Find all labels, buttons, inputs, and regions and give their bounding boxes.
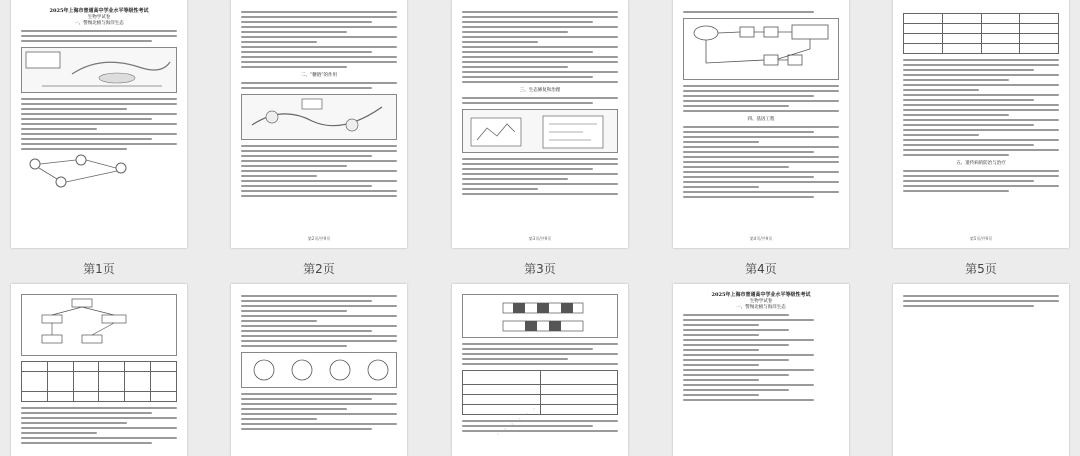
figure [683,18,839,80]
page-label-1: 第1页 [83,262,115,276]
page-thumbnail-5[interactable] [893,0,1069,248]
page-thumbnail-9[interactable] [673,284,849,456]
page-thumbnail-7[interactable] [231,284,407,456]
figure [241,94,397,140]
section-heading: 五、遗传病的防治与治疗 [956,161,1006,166]
page-label-2: 第2页 [303,262,335,276]
section-heading: 四、基因工程 [747,117,775,122]
data-table [462,370,618,415]
figure [21,47,177,93]
figure [21,154,177,188]
data-table [903,13,1059,54]
figure [462,109,618,153]
page-label-5: 第5页 [965,262,997,276]
exam-subtitle: 生物学试卷 [87,15,111,20]
page-thumbnail-8[interactable]: · · · · · · [452,284,628,456]
exam-subtitle: 生物学试卷 [749,299,773,304]
page-footer: 第3页/共9页 [528,236,552,241]
page-thumbnail-1[interactable] [11,0,187,248]
page-footer: 第5页/共9页 [969,236,993,241]
figure [21,294,177,356]
page-thumbnail-4[interactable] [673,0,849,248]
page-footer: 第2页/共9页 [307,236,331,241]
page-thumbnail-2[interactable] [231,0,407,248]
page-label-3: 第3页 [524,262,556,276]
figure [462,294,618,338]
page-thumbnail-3[interactable] [452,0,628,248]
page-thumbnail-10[interactable] [893,284,1069,456]
figure [241,352,397,388]
exam-title: 2025年上海市普通高中学业水平等级性考试 [711,292,811,298]
section-heading: 二、“糖链”的作用 [300,73,338,78]
data-table [21,361,177,402]
section-heading: 一、警惕北极与海洋生态 [74,21,124,26]
page-label-4: 第4页 [745,262,777,276]
page-footer: 第4页/共9页 [749,236,773,241]
section-heading: 三、生态修复和治理 [519,88,561,93]
section-heading: 一、警惕北极与海洋生态 [736,305,786,310]
exam-title: 2025年上海市普通高中学业水平等级性考试 [49,8,149,14]
page-thumbnail-6[interactable] [11,284,187,456]
